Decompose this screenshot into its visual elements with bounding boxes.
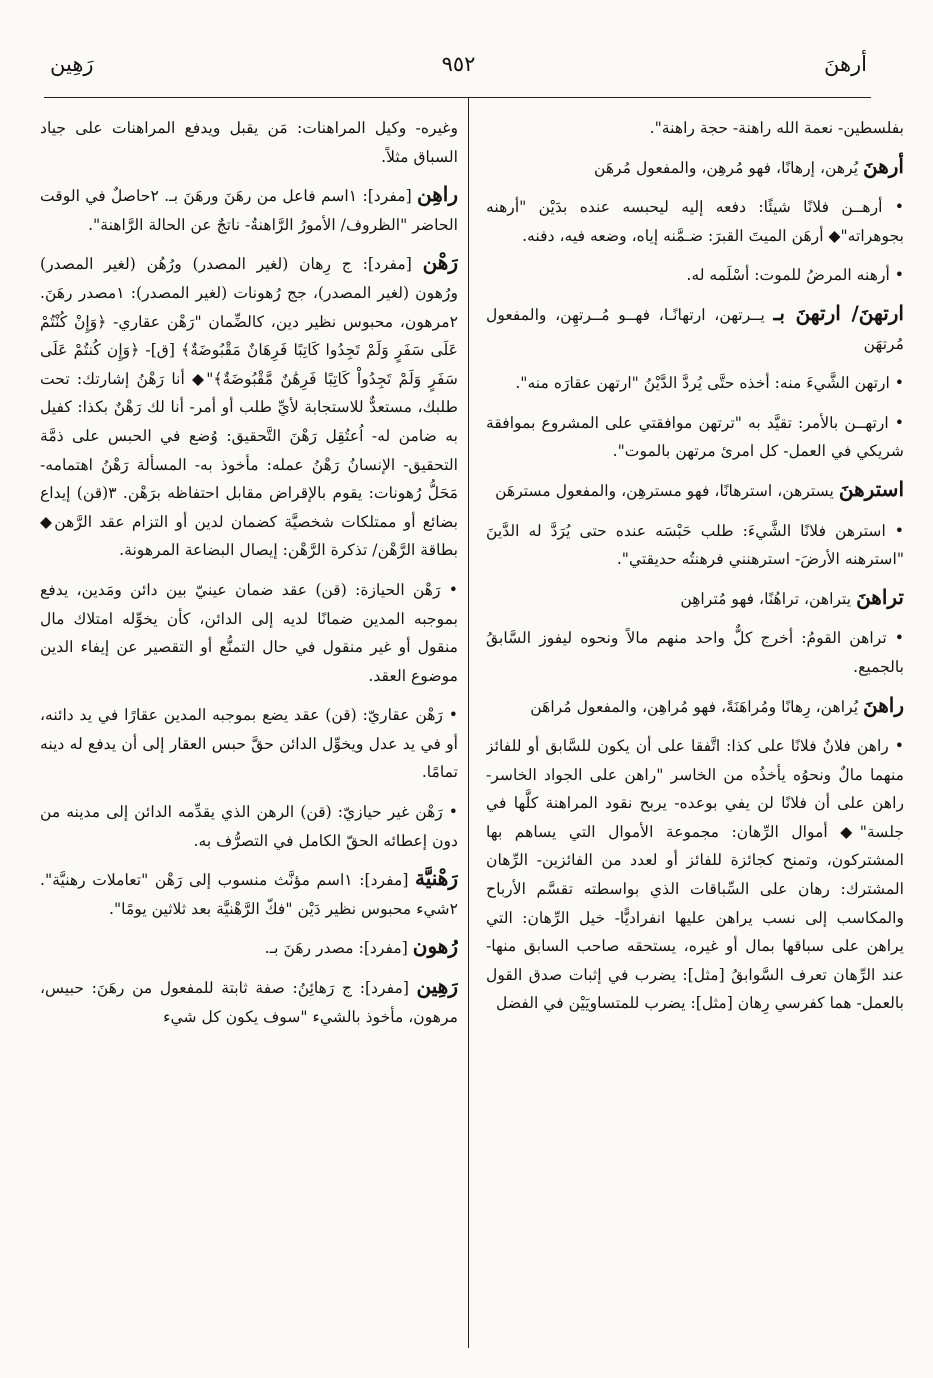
entry-text: يــرتهن، ارتهانًـا، فهــو مُــرتهِن، والمفعول مُرتهَن bbox=[486, 305, 904, 353]
header-right-word: أرهنَ bbox=[823, 52, 867, 76]
dictionary-entry bbox=[486, 475, 904, 506]
right-column bbox=[486, 112, 904, 1354]
entry-text: يُراهن، رِهانًا ومُراهَنَةً، فهو مُراهِن، والمفعول مُراهَن bbox=[530, 697, 863, 716]
entry-text: [مفرد]: ج رَهائِنُ: صفة ثابتة للمفعول من رهَنَ: حبيس، مرهون، مأخوذ بالشيء "سوف يكون كل شيء bbox=[40, 979, 458, 1026]
column-divider bbox=[468, 97, 469, 1348]
dictionary-entry bbox=[40, 112, 458, 171]
page-number: ٩٥٢ bbox=[441, 52, 476, 76]
entry-headword: راهِن bbox=[417, 182, 458, 207]
entry-headword: رَهْن bbox=[422, 250, 458, 275]
dictionary-entry bbox=[40, 574, 458, 690]
dictionary-entry bbox=[486, 299, 904, 358]
dictionary-entry bbox=[40, 932, 458, 963]
entry-text: • رَهْن عقاريّ: (قن) عقد يضع بموجبه المدين عقارًا في يد دائنه، أو في يد عدل ويخوِّل الدائن حقَّ حبس العقار إلى أن يدفع له دينه تمامًا. bbox=[40, 706, 458, 782]
dictionary-entry bbox=[486, 367, 904, 398]
entry-headword: رَهْنيَّة bbox=[415, 866, 458, 891]
header-left-word: رَهِين bbox=[50, 52, 94, 76]
dictionary-entry bbox=[486, 259, 904, 290]
dictionary-entry bbox=[486, 407, 904, 466]
entry-text: [مفرد]: مصدر رهَنَ بـ. bbox=[264, 939, 413, 958]
entry-headword: رُهون bbox=[412, 934, 458, 959]
dictionary-entry bbox=[486, 112, 904, 143]
entry-text: [مفرد]: ١اسم مؤنَّث منسوب إلى رَهْن "تعاملات رهنيَّة". ٢شيء محبوس نظير دَيْن "فكّ الرَّهْنيَّة بعد ثلاثين يومًا". bbox=[40, 871, 458, 918]
dictionary-entry bbox=[40, 180, 458, 239]
entry-text: • أرهنه المرضُ للموت: أسْلَمه له. bbox=[686, 266, 904, 285]
entry-text: • ارتهن الشَّيءَ منه: أخذه حتَّى يُردَّ الدَّيْنُ "ارتهن عقارَه منه". bbox=[515, 374, 904, 393]
dictionary-entry bbox=[40, 248, 458, 565]
header-rule bbox=[44, 97, 871, 98]
entry-headword: تراهنَ bbox=[856, 584, 904, 609]
entry-text: • استرهن فلانًا الشَّيءَ: طلب حَبْسَه عنده حتى يُرَدَّ له الدَّينَ "استرهنه الأرضَ- استرهنني فرهنتُه حديقتي". bbox=[486, 521, 904, 569]
entry-headword: رَهِين bbox=[416, 974, 458, 999]
entry-text: • رَهْن الحيازة: (قن) عقد ضمان عينيّ بين دائن ومَدين، يدفع بموجبه المدين ضمانًا لديه إلى الدائن، كأن يخوِّله امتلاك مال منقول أو غير منقول في حال التمنُّع أو التقصير عن إيفاء الدين موضوع العقد. bbox=[40, 580, 458, 685]
entry-text: • راهن فلانٌ فلانًا على كذا: اتَّفقا على أن يكون للسَّابق أو للفائز منهما مالٌ ونحوُه يأخذُه من الخاسر "راهن على الجواد الخاسر- راهن على أن فلانًا لن يفي بوعده- يربح نقود المراهنة كلَّها في جلسة"◆ أموال الرِّهان: مجموعة الأموال التي يساهم بها المشتركون، وتمنح كجائزة للفائز أو لعدد من الفائزين- الرِّهان المشترك: رهان على السِّباقات الذي بواسطته تقسَّم الأرباح والمكاسب إلى نسب يراهن عليها انفراديًّا- خيل الرِّهان: التي يراهن على سباقها بمال أو غيره، يستحقه صاحب السابق منها- عند الرِّهان تعرف السَّوابقُ [مثل]: يضرب في إثبات صدق القول بالعمل- هما كفرسي رِهان [مثل]: يضرب للمتساويَيْن في الفضل bbox=[486, 737, 904, 1013]
entry-text: وغيره- وكيل المراهنات: مَن يقبل ويدفع المراهنات على جياد السباق مثلاً. bbox=[40, 119, 458, 166]
page-header bbox=[50, 52, 867, 92]
dictionary-entry bbox=[486, 691, 904, 722]
entry-text: [مفرد]: ج رِهان (لغير المصدر) ورُهُن (لغير المصدر) ورُهون (لغير المصدر)، جج رُهونات (لغير المصدر): ١مصدر رهَنَ. ٢مرهون، محبوس نظير دين، كالضِّمان "رَهْن عقاري- ﴿وَإِنْ كُنْتُمْ عَلَى سَفَرٍ وَلَمْ تَجِدُوا كَاتِبًا فَرِهَانٌ مَقْبُوضَةٌ﴾ [ق]- ﴿وَإِن كُنتُمْ عَلَى سَفَرٍ وَلَمْ تَجِدُواْ كَاتِبًا فَرِهَٰنٌ مَّقْبُوضَةٌ﴾"◆ أنا رَهْنُ إشارتك: تحت طلبك، مستعدٌّ للاستجابة لأيِّ طلب أو أمر- أنا لك رَهْنٌ بكذا: كفيل به ضامن له- اُعتُقِل رَهْنَ التَّحقيق: وُضع في الحبس على ذمَّة التحقيق- الإنسانُ رَهْنُ عمله: مأخوذ به- المسألة رَهْنُ اهتمامه- مَحَلُّ رُهونات: يقوم بالإقراض مقابل احتفاظه برَهْن. ٣(قن) إيداع بضائع أو ممتلكات شخصيَّة كضمان لدين أو التزام عقد الرَّهن◆ بطاقة الرَّهْن/ تذكرة الرَّهْن: إيصال البضاعة المرهونة. bbox=[40, 255, 458, 560]
dictionary-entry bbox=[40, 972, 458, 1031]
entry-headword: راهنَ bbox=[863, 692, 904, 717]
left-column bbox=[40, 112, 458, 1354]
entry-text: يُرهن، إرهانًا، فهو مُرهِن، والمفعول مُرهَن bbox=[593, 158, 863, 177]
dictionary-entry bbox=[486, 730, 904, 1018]
entry-text: يتراهن، تراهُنًا، فهو مُتراهِن bbox=[680, 589, 857, 608]
entry-text: يسترهن، استرهانًا، فهو مسترهِن، والمفعول مسترهَن bbox=[495, 481, 839, 500]
entry-text: • ارتهــن بالأمر: تقيَّد به "ترتهن موافقتي على المشروع بموافقة شريكي في العمل- كل امرئ مرتهن بالموت". bbox=[486, 413, 904, 461]
entry-headword: ارتهنَ/ ارتهنَ بـ bbox=[773, 300, 904, 325]
dictionary-entry bbox=[486, 622, 904, 681]
entry-text: • أرهــن فلانًا شيئًا: دفعه إليه ليحبسه عنده بدَيْن "أرهنه بجوهراته"◆ أرهَن الميتَ القبرَ: ضـمَّنه إياه، وضعه فيه، دفنه. bbox=[486, 198, 904, 245]
dictionary-entry bbox=[486, 583, 904, 614]
entry-text: • تراهن القومُ: أخرج كلٌّ واحد منهم مالاً ونحوه ليفوز السَّابقُ بالجميع. bbox=[486, 629, 904, 676]
entry-text: بفلسطين- نعمة الله راهنة- حجة راهنة". bbox=[649, 119, 904, 137]
entry-text: • رَهْن غير حيازيّ: (قن) الرهن الذي يقدِّمه الدائن إلى مدينه من دون إعطائه الحقّ الكامل في التصرُّف به. bbox=[40, 803, 458, 850]
dictionary-entry bbox=[486, 515, 904, 574]
dictionary-entry bbox=[40, 699, 458, 787]
dictionary-entry bbox=[40, 796, 458, 855]
dictionary-entry bbox=[40, 864, 458, 923]
dictionary-entry bbox=[486, 152, 904, 183]
entry-headword: استرهنَ bbox=[838, 476, 904, 501]
entry-text: [مفرد]: ١اسم فاعل من رهَنَ ورهَنَ بـ. ٢حاصلٌ في الوقت الحاضر "الظروف/ الأمورُ الرَّاهنةُ- ناتجٌ عن الحالة الرَّاهنة". bbox=[40, 187, 458, 234]
dictionary-entry bbox=[486, 191, 904, 250]
entry-headword: أرهنَ bbox=[863, 153, 904, 178]
